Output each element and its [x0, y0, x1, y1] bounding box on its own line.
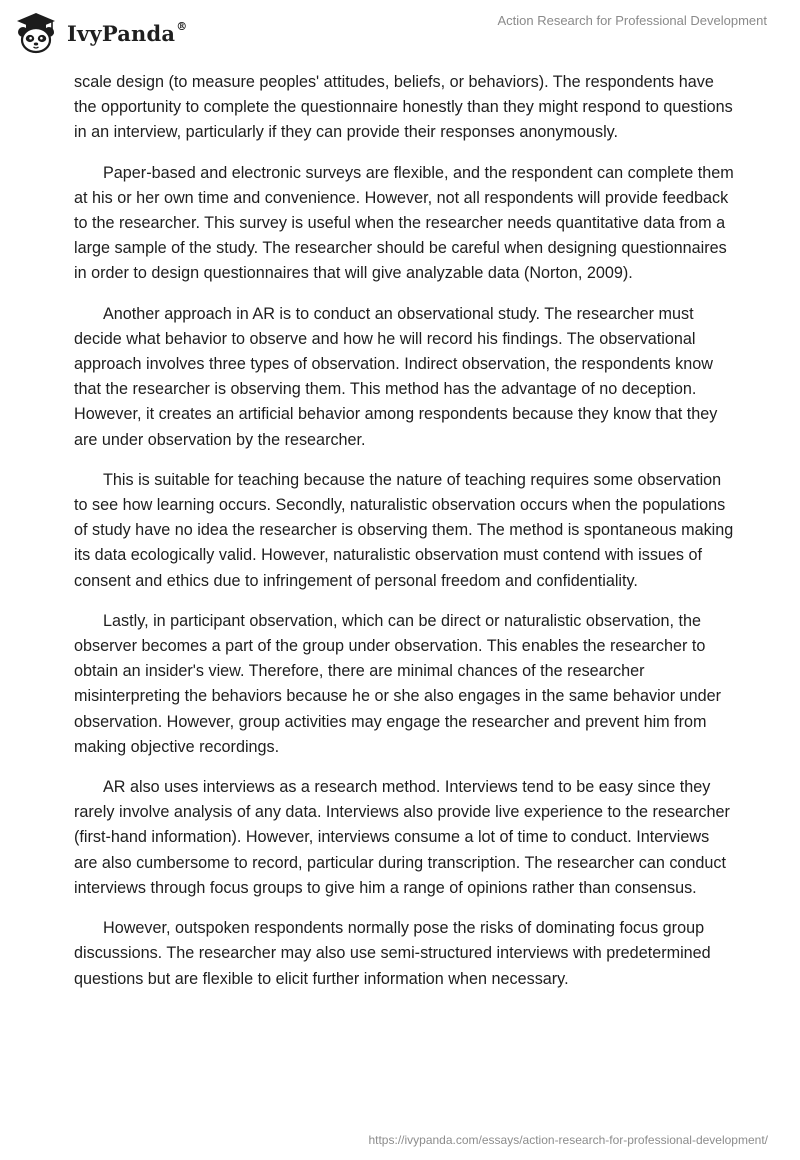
paragraph: Another approach in AR is to conduct an observational study. The researcher must decide what behavior to observe and how he will record his findings. The observational approach involves three types of observation. Indirect observation, the respondents know that the researcher is observing them. This method has the advantage of no deception. However, it creates an artificial behavior among respondents because they know that they are under observation by the researcher.: [74, 304, 718, 449]
paragraph: AR also uses interviews as a research method. Interviews tend to be easy since they rarely involve analysis of any data. Interviews also provide live experience to the researcher (first-hand information). However, interviews consume a lot of time to conduct. Interviews are also cumbersome to record, particular during transcription. The researcher can conduct interviews through focus groups to give him a range of opinions rather than consensus.: [74, 778, 730, 897]
brand-name: IvyPanda®: [67, 19, 188, 46]
paragraph: Paper-based and electronic surveys are flexible, and the respondent can complete them at his or her own time and convenience. However, not all respondents will provide feedback to the researcher. This survey is useful when the researcher needs quantitative data from a large sample of the study. The researcher should be careful when designing questionnaires in order to design questionnaires that will give analyzable data (Norton, 2009).: [74, 163, 734, 283]
essay-body: [74, 70, 734, 1007]
paragraph: scale design (to measure peoples' attitudes, beliefs, or behaviors). The respondents have the opportunity to complete the questionnaire honestly than they might respond to questions in an interview, particularly if they can provide their responses anonymously.: [74, 73, 733, 142]
paragraph: This is suitable for teaching because the nature of teaching requires some observation to see how learning occurs. Secondly, naturalistic observation occurs when the populations of study have no idea the researcher is observing them. The method is spontaneous making its data ecologically valid. However, naturalistic observation must contend with issues of consent and ethics due to infringement of personal freedom and confidentiality.: [74, 470, 734, 590]
page-header: [0, 0, 800, 64]
panda-graduate-icon: [14, 10, 58, 54]
source-url-link[interactable]: https://ivypanda.com/essays/action-research-for-professional-development/: [368, 1133, 768, 1147]
brand-logo[interactable]: [14, 10, 187, 54]
paragraph: However, outspoken respondents normally pose the risks of dominating focus group discussions. The researcher may also use semi-structured interviews with predetermined questions but are flexible to elicit further information when necessary.: [74, 919, 711, 988]
paragraph: Lastly, in participant observation, which can be direct or naturalistic observation, the observer becomes a part of the group under observation. This enables the researcher to obtain an insider's view. Therefore, there are minimal chances of the researcher misinterpreting the behaviors because he or she also engages in the same behavior under observation. However, group activities may engage the researcher and prevent him from making objective recordings.: [74, 611, 722, 756]
document-title: Action Research for Professional Development: [497, 13, 767, 28]
